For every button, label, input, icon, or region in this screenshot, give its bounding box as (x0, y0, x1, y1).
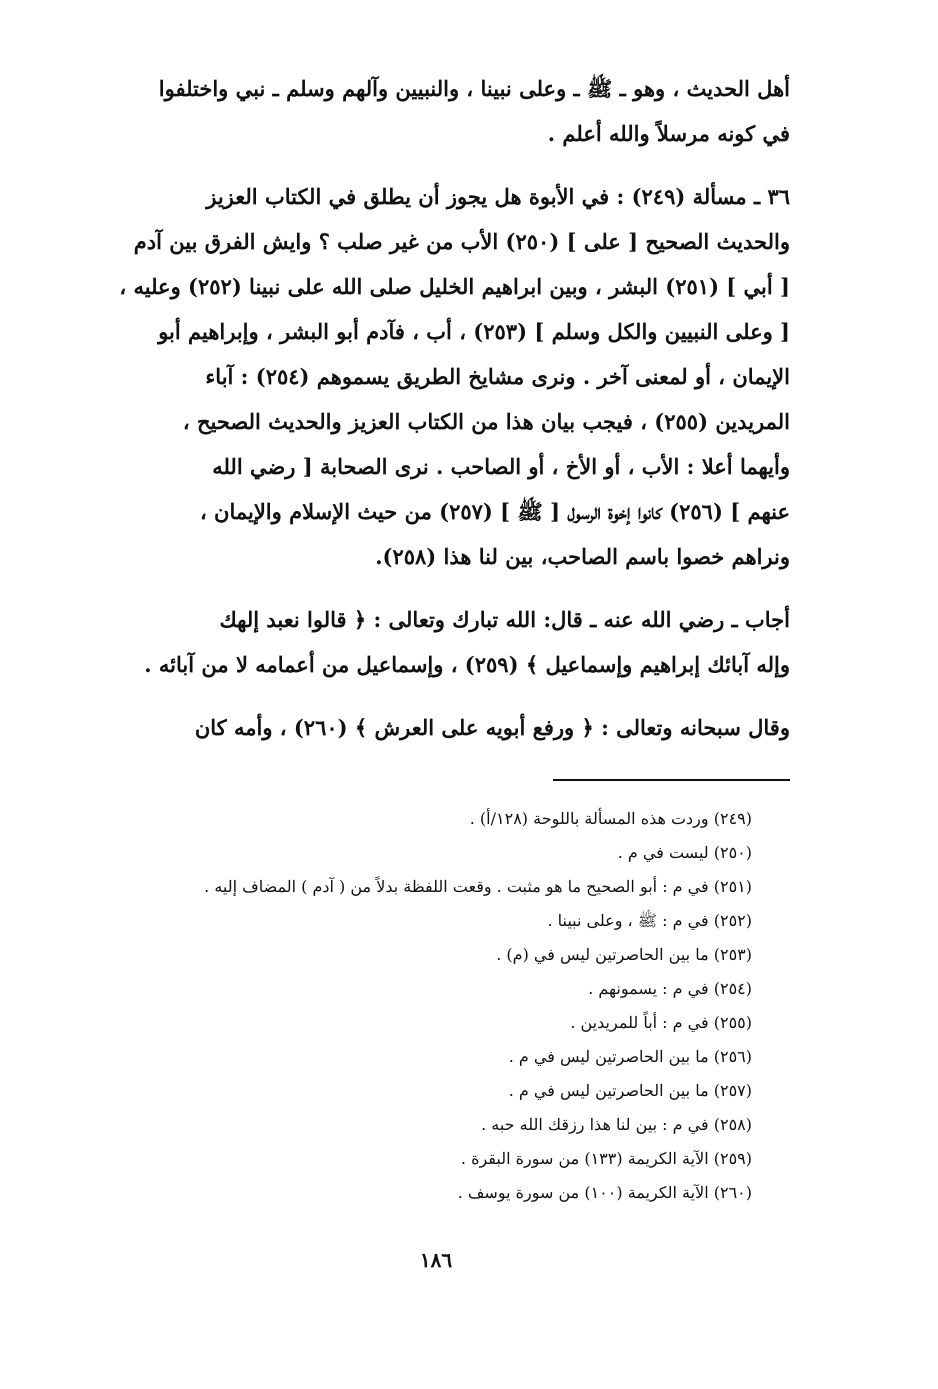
footnote: (٢٥٣) ما بين الحاصرتين ليس في (م) . (496, 945, 752, 964)
text-line: وقال سبحانه وتعالى : ﴿ ورفع أبويه على العرش ﴾ (٢٦٠) ، وأمه كان (194, 715, 790, 740)
footnote: (٢٥٨) في م : بين لنا هذا رزقك الله حبه . (481, 1115, 752, 1134)
paragraph-4 (70, 705, 790, 750)
text-line: ونراهم خصوا باسم الصاحب، بين لنا هذا (٢٥٨). (375, 544, 790, 569)
footnote: (٢٥٠) ليست في م . (617, 843, 752, 862)
text-line: [ وعلى النبيين والكل وسلم ] (٢٥٣) ، أب ، فآدم أبو البشر ، وإبراهيم أبو (158, 319, 790, 344)
footnote: (٢٥٧) ما بين الحاصرتين ليس في م . (508, 1081, 752, 1100)
text-line: وإله آبائك إبراهيم وإسماعيل ﴾ (٢٥٩) ، وإسماعيل من أعمامه لا من آبائه . (144, 652, 790, 677)
text-line: المريدين (٢٥٥) ، فيجب بيان هذا من الكتاب العزيز والحديث الصحيح ، (182, 409, 790, 434)
text-line: [ أبي ] (٢٥١) البشر ، وبين ابراهيم الخليل صلى الله على نبينا (٢٥٢) وعليه ، (119, 274, 790, 299)
footnote: (٢٥٩) الآية الكريمة (١٣٣) من سورة البقرة . (460, 1149, 752, 1168)
footnote: (٢٥٥) في م : أباً للمريدين . (570, 1013, 752, 1032)
paragraph-answer (70, 597, 790, 687)
footnote: (٢٥٤) في م : يسمونهم . (588, 979, 752, 998)
text-line: والحديث الصحيح [ على ] (٢٥٠) الأب من غير صلب ؟ وايش الفرق بين آدم (133, 229, 790, 254)
paragraph-question-36 (70, 174, 790, 579)
text-line: ٣٦ ـ مسألة (٢٤٩) : في الأبوة هل يجوز أن يطلق في الكتاب العزيز (206, 184, 790, 209)
footnote: (٢٦٠) الآية الكريمة (١٠٠) من سورة يوسف . (457, 1183, 752, 1202)
text-line: الإيمان ، أو لمعنى آخر . ونرى مشايخ الطريق يسموهم (٢٥٤) : آباء (205, 364, 790, 389)
text-line: أجاب ـ رضي الله عنه ـ قال: الله تبارك وتعالى : ﴿ قالوا نعبد إلهك (219, 607, 790, 632)
footnote-separator (553, 779, 790, 781)
text-line: عنهم ] (٢٥٦) كانوا إخوة الرسول [ ﷺ ] (٢٥٧) من حيث الإسلام والإيمان ، (199, 499, 790, 524)
footnote: (٢٥٢) في م : ﷺ ، وعلى نبينا . (547, 911, 752, 930)
text-line: في كونه مرسلاً والله أعلم . (547, 121, 790, 146)
footnote: (٢٥١) في م : أبو الصحيح ما هو مثبت . وقعت اللفظة بدلاً من ( آدم ) المضاف إليه . (204, 877, 752, 896)
text-line: وأيهما أعلا : الأب ، أو الأخ ، أو الصاحب . نرى الصحابة [ رضي الله (212, 454, 790, 479)
main-text (70, 66, 790, 768)
paragraph-1 (70, 66, 790, 156)
footnotes (140, 802, 752, 1210)
text-line: أهل الحديث ، وهو ـ ﷺ ـ وعلى نبينا ، والنبيين وآلهم وسلم ـ نبي واختلفوا (158, 76, 790, 101)
footnote: (٢٥٦) ما بين الحاصرتين ليس في م . (508, 1047, 752, 1066)
footnote: (٢٤٩) وردت هذه المسألة باللوحة (١٢٨/أ) . (469, 809, 752, 828)
page-number: ١٨٦ (419, 1248, 453, 1272)
